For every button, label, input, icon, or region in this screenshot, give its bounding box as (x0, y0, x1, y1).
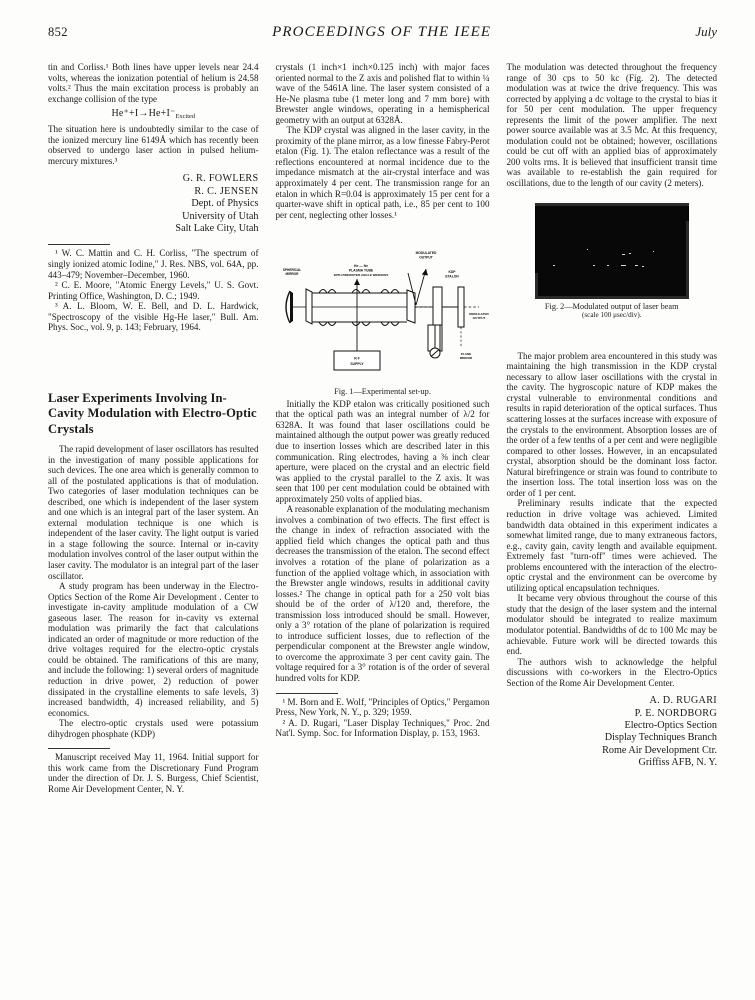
c3-body-paragraph-3: Preliminary results indicate that the expected reduction in drive voltage was achieved. Limited bandwidth data obtained in this experiment indicates a somewhat limited range, due to many extraneous factors, e.g., cavity gain, cavity length and available equipment. Extremely fast "turn-off" times were achieved. The problems encountered with the interaction of the electro-optic crystal and the environment can be overcome by utilizing optical encapsulation techniques. (506, 498, 717, 593)
c3-affiliation-1: Electro-Optics Section (624, 720, 717, 732)
c2-footnotes (276, 697, 490, 739)
c2-footnote-1: ¹ M. Born and E. Wolf, "Principles of Optics," Pergamon Press, New York, N. Y., p. 329; 1959. (275, 696, 490, 718)
c1-footnote-3: ³ A. L. Bloom, W. E. Bell, and D. L. Hardwick, "Spectroscopy of the visible Hg-He laser," Bull. Am. Phys. Soc., vol. 9, p. 143; February, 1964. (48, 301, 259, 333)
figure-1-caption: Fig. 1—Experimental set-up. (334, 387, 431, 397)
fig1-label-kdp-line2: ETALON (444, 274, 459, 279)
c3-affiliation-4: Griffiss AFB, N. Y. (638, 757, 717, 769)
c1-author-2: R. C. JENSEN (194, 185, 259, 197)
c2-footnote-rule (276, 693, 338, 694)
c1-body-paragraph-3: The electro-optic crystals used were potassium dihydrogen phosphate (KDP) (48, 718, 259, 739)
c3-gap (507, 321, 718, 351)
fig1-label-plasma-line1: He — Ne (353, 264, 368, 269)
column-three (507, 62, 718, 770)
c1-continued-paragraph: tin and Corliss.¹ Both lines have upper levels near 24.4 volts, whereas the ionization potential of helium is 24.58 volts.² Thus the main excitation process is probably an exchange collision of the type (48, 62, 259, 104)
c1-gap (48, 333, 259, 391)
fig1-label-plane-mirror-line1: PLANE (460, 352, 471, 357)
fig1-label-plasma-line3: WITH BREWSTER ANGLE WINDOWS (333, 273, 388, 278)
c1-affiliation-3: Salt Lake City, Utah (175, 223, 259, 234)
c3-affiliation-3: Rome Air Development Ctr. (602, 744, 717, 756)
c3-author-2: P. E. NORDBORG (634, 707, 717, 719)
c1-affiliation-2: University of Utah (182, 210, 259, 222)
c3-affiliation-2: Display Techniques Branch (604, 732, 717, 744)
c2-body-paragraph-2: The KDP crystal was aligned in the laser cavity, in the proximity of the plane mirror, as a low finesse Fabry-Perot etalon (Fig. 1). The etalon reflectance was a result of the reflections encountered at normal incidence due to the impedance mismatch at the air-crystal interface and was approximately 4 per cent. The transmission range for an etalon in which R=0.04 is approximately 15 per cent for a quarter-wave shift in optical path, i.e., 85 per cent to 100 per cent, neglecting other losses.¹ (275, 125, 490, 220)
c1-footnote-2: ² C. E. Moore, "Atomic Energy Levels," U. S. Govt. Printing Office, Washington, D. C.; 1949. (48, 280, 259, 301)
c2-body-paragraph-4: A reasonable explanation of the modulating mechanism involves a combination of two effects. The first effect is the change in index of refraction associated with the applied field which changes the optical path and thus decreases the transmission of the etalon. The second effect involves a rotation of the plane of polarization as a function of the applied voltage which, in association with the Brewster angle windows, results in additional cavity losses.² The change in optical path for a 250 volt bias should be of the order of λ/120 and, therefore, the transmission loss introduced should be small. However, only a 3° rotation of the plane of polarization is required to introduce sufficient losses, due to reflection of the perpendicular component at the Brewster angle window, to overcome the approximate 3 per cent cavity gain. The voltage required for a 3° rotation is of the order of several hundred volts for KDP. (275, 504, 490, 684)
c1-footnote-rule (48, 244, 110, 245)
c1-body-paragraph-2: A study program has been underway in the Electro-Optics Section of the Rome Air Development . Center to investigate in-cavity amplitude modulation of a CW gaseous laser. The reason for in-cavity vs external modulation was primarily the fact that calculations indicated an order of magnitude or more reduction of the drive voltages required for the electro-optic crystals could be obtained. The ramifications of this are many, and include the following: 1) several orders of magnitude reduction in drive power, 2) reduction of power dissipated in the crystalline elements to safe levels, 3) increased bandwidth, 4) increased reliability, and 5) economics. (48, 581, 259, 718)
c1-footnote-1: ¹ W. C. Mattin and C. H. Corliss, "The spectrum of singly ionized atomic Iodine," J. Res. NBS, vol. 64A, pp. 443–479; November–December, 1960. (48, 248, 259, 280)
c2-body-paragraph-3: Initially the KDP etalon was critically positioned such that the optical path was an integral number of λ/2 for 6328A. It was found that laser oscillations could be maintained although the output power was greatly reduced due to insertion losses which are described later in this communication. Ring electrodes, having a ⅜ inch clear aperture, were placed on the crystal and an electric field was applied to the crystal parallel to the Z axis. It was seen that 100 per cent modulation could be obtained with approximately 250 volts of applied bias. (275, 398, 490, 504)
c1-body-paragraph-1: The rapid development of laser oscillators has resulted in the investigation of many possible applications for such devices. The one area which is generally common to all of the postulated applications is that of modulation. Two categories of laser modulation techniques can be described, one which is independent of the laser system and one which is an integral part of the laser system. An external modulation technique is one which is independent of the laser cavity. The light output is varied in a stage following the source. Internal or in-cavity modulation involves control of the laser output within the laser cavity. The modulator is an integral part of the laser oscillator. (48, 444, 259, 581)
c2-footnote-2: ² A. D. Rugari, "Laser Display Techniques," Proc. 2nd Nat'l. Symp. Soc. for Information Display, p. 153, 1963. (275, 717, 490, 739)
figure-2-caption (507, 302, 718, 321)
fig1-label-modulated-output-right-line1: MODULATED (468, 312, 489, 317)
c2-body-paragraph-1: crystals (1 inch×1 inch×0.125 inch) with major faces oriented normal to the Z axis and polished flat to within ¼ wave of the 5461A line. The laser system consisted of a He-Ne plasma tube (1 meter long and 7 mm bore) with Brewster angle windows, operating in a hemispherical geometry with an output at 6328Å. (275, 62, 490, 125)
c3-author-1: A. D. RUGARI (649, 695, 717, 707)
fig1-label-modulated-output-left-line2: OUTPUT (418, 255, 433, 260)
page-folio: 852 (48, 25, 68, 39)
c1-footnotes (48, 248, 259, 332)
figure-2 (507, 203, 718, 321)
figure-2-caption-line2: (scale 100 μsec/div). (581, 311, 642, 320)
c1-signature-block (48, 173, 259, 235)
c3-body-paragraph-4: It became very obvious throughout the course of this study that the design of the laser system and the internal modulator should be integrated to realize maximum modulator potential. Bandwidths of dc to 100 Mc may be achievable. Future work will be directed towards this end. (506, 593, 717, 657)
c3-body-paragraph-1: The modulation was detected throughout the frequency range of 30 cps to 50 kc (Fig. 2). The detected modulation was at twice the drive frequency. This was corrected by applying a dc voltage to the crystal to bias it for 50 per cent modulation. The upper frequency represents the limit of the power amplifier. The next power source available was at 3.5 Mc. At this frequency, modulation could not be obtained; however, oscillations could be cut off with an applied bias of approximately 200 volts rms. It is believed that insufficient transit time was available to re-establish the gain required for oscillations, due to the length of our cavity (2 meters). (506, 62, 717, 189)
c1-manuscript-rule (48, 748, 110, 749)
fig1-label-rf-supply-line2: SUPPLY (349, 362, 364, 367)
c1-affiliation-1: Dept. of Physics (191, 198, 259, 210)
column-two (276, 62, 490, 739)
fig1-label-plane-mirror-line2: MIRROR (459, 356, 472, 361)
running-head (48, 24, 717, 46)
column-one (48, 62, 259, 795)
c1-manuscript-note: Manuscript received May 11, 1964. Initial support for this work came from the Discretionary Fund Program under the direction of Dr. J. S. Burgess, Chief Scientist, Rome Air Development Center, N. Y. (48, 752, 259, 794)
figure-2-photo (535, 203, 689, 299)
fig1-label-modulated-output-left-line1: MODULATED (415, 251, 436, 256)
figure-1-schematic (276, 229, 490, 379)
issue-month: July (695, 24, 717, 39)
c3-body-paragraph-2: The major problem area encountered in this study was maintaining the high transmission in the KDP crystal necessary to allow laser oscillations with the crystal in the cavity. The hygroscopic nature of KDP makes the crystal vulnerable to environmental conditions and results in rapid deterioration of the optical surfaces. Thus scattering losses at the surfaces increase with exposure of the crystals to the environment. Absorption losses are of the order of a few tenths of a per cent and were negligible compared to other losses. However, in an encapsulated crystal, absorption should be the dominant loss factor. Natural birefringence or strain was found to contribute to the insertion loss. The total insertion loss was on the order of 1 per cent. (506, 350, 717, 498)
c1-equation-subscript: Excited (175, 113, 196, 121)
fig1-label-spherical-mirror-line2: MIRROR (285, 272, 298, 277)
spherical-mirror-glyph (286, 291, 290, 323)
figure-1 (276, 229, 490, 397)
c1-equation-body: He⁺+I→He+I⁻ (111, 108, 176, 120)
fig1-label-modulated-output-right-line2: OUTPUT (472, 316, 485, 321)
fig1-label-plasma-line2: PLASMA TUBE (348, 268, 373, 273)
fig1-label-kdp-line1: KDP (448, 270, 455, 275)
figure-2-caption-line1: Fig. 2—Modulated output of laser beam (544, 301, 679, 311)
c1-equation (48, 108, 259, 120)
fig1-label-rf-supply-line1: R F (353, 356, 360, 361)
c3-body-paragraph-5: The authors wish to acknowledge the helpful discussions with co-workers in the Electro-Optics Section of the Rome Air Development Center. (506, 656, 717, 688)
three-column-body (48, 62, 717, 795)
fig1-label-spherical-mirror-line1: SPHERICAL (282, 268, 301, 273)
c3-signature-block (507, 695, 718, 769)
c1-paragraph-after-equation: The situation here is undoubtedly similar to the case of the ionized mercury line 6149Å which has recently been observed to undergo laser action in pulsed helium-mercury mixtures.³ (48, 124, 259, 166)
article-title: Laser Experiments Involving In-Cavity Modulation with Electro-Optic Crystals (48, 390, 257, 436)
journal-title: PROCEEDINGS OF THE IEEE (272, 24, 492, 40)
c1-manuscript-note-block (48, 752, 259, 794)
c1-author-1: G. R. FOWLERS (182, 173, 259, 185)
